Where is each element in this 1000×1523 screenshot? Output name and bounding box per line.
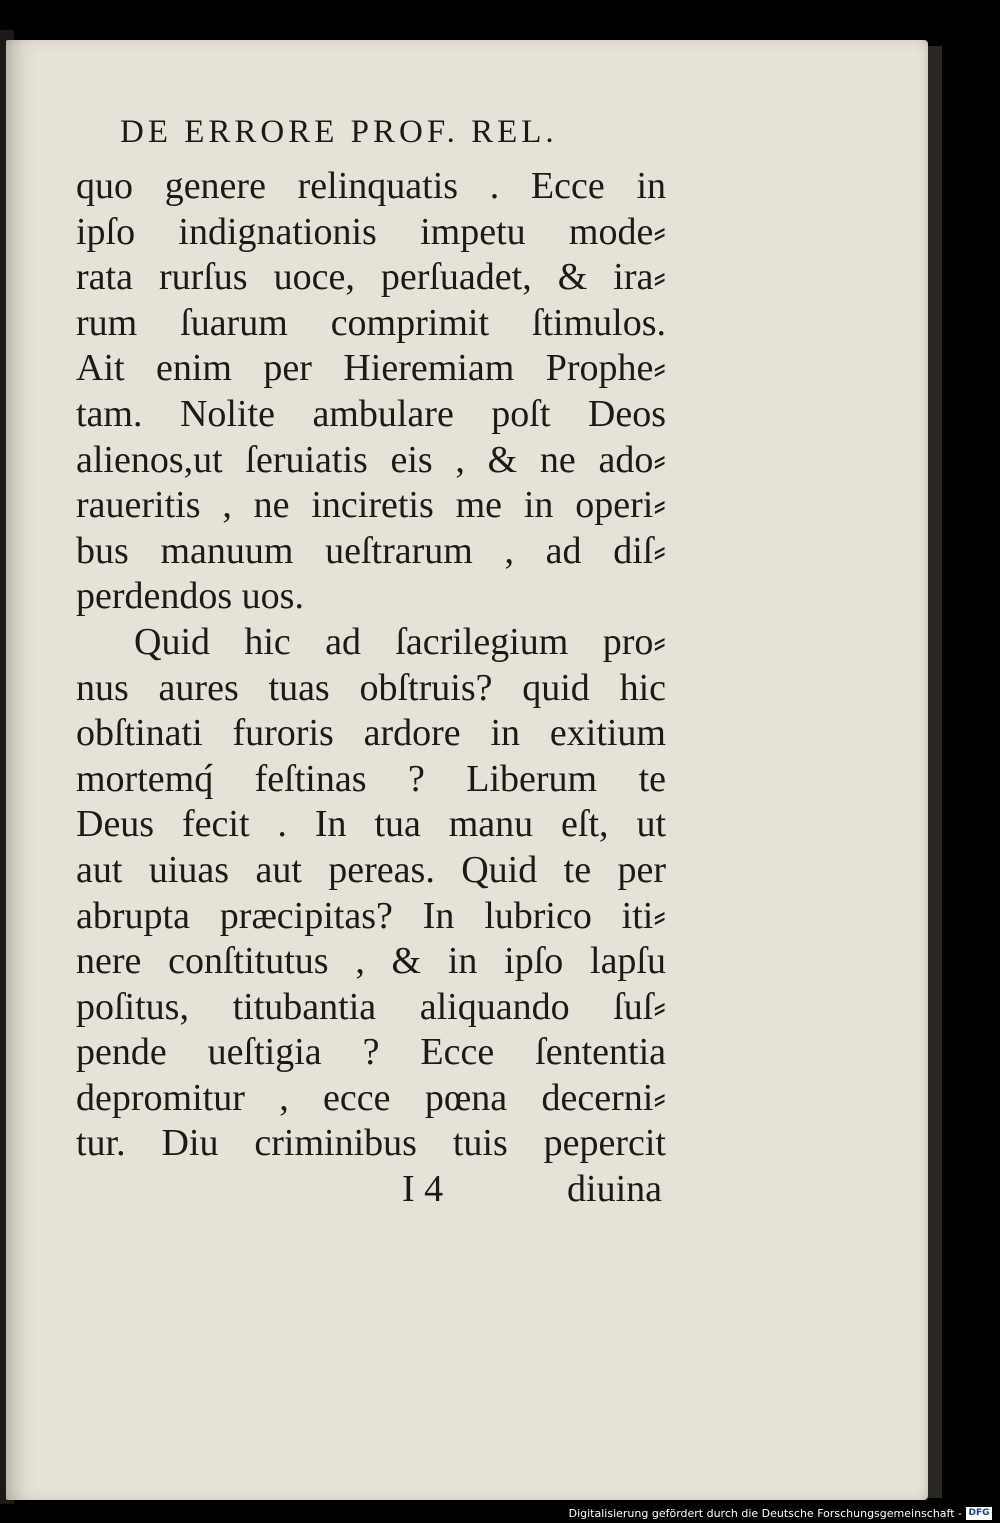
text-line-18: nere conſtitutus , & in ipſo lapſu — [76, 940, 666, 983]
text-line-8: raueritis , ne inciretis me in operi⸗ — [76, 484, 666, 527]
text-line-5: Ait enim per Hieremiam Prophe⸗ — [76, 347, 666, 390]
text-line-6: tam. Nolite ambulare poſt Deos — [76, 392, 666, 435]
text-block — [76, 108, 666, 1213]
text-line-19: poſitus, titubantia aliquando ſuſ⸗ — [76, 985, 666, 1028]
page-shadow-strip — [928, 46, 942, 1498]
text-line-10: perdendos uos. — [76, 575, 304, 618]
text-line-22: tur. Diu criminibus tuis pepercit — [76, 1122, 666, 1165]
text-line-20: pende ueſtigia ? Ecce ſententia — [76, 1031, 666, 1074]
running-head: DE ERRORE PROF. REL. — [120, 114, 558, 150]
catchword: diuina — [567, 1168, 662, 1211]
text-line-4: rum ſuarum comprimit ſtimulos. — [76, 301, 666, 344]
text-line-16: aut uiuas aut pereas. Quid te per — [76, 848, 666, 891]
text-line-21: depromitur , ecce pœna decerni⸗ — [76, 1076, 666, 1119]
text-line-17: abrupta præcipitas? In lubrico iti⸗ — [76, 894, 666, 937]
signature-mark: I 4 — [402, 1168, 444, 1211]
text-line-1: quo genere relinquatis . Ecce in — [76, 165, 666, 207]
text-line-13: obſtinati furoris ardore in exitium — [76, 712, 666, 755]
signature-line — [76, 1167, 666, 1213]
text-line-12: nus aures tuas obſtruis? quid hic — [76, 666, 666, 709]
funding-credit: Digitalisierung gefördert durch die Deutsche Forschungsgemeinschaft - — [568, 1507, 962, 1520]
text-line-14: mortemq́ feſtinas ? Liberum te — [76, 757, 666, 800]
text-line-15: Deus fecit . In tua manu eſt, ut — [76, 803, 666, 846]
text-line-7: alienos,ut ſeruiatis eis , & ne ado⸗ — [76, 438, 666, 481]
text-line-2: ipſo indignationis impetu mode⸗ — [76, 210, 666, 253]
text-line-11: Quid hic ad ſacrilegium pro⸗ — [134, 620, 666, 663]
dfg-logo-icon: DFG — [966, 1507, 992, 1520]
text-line-9: bus manuum ueſtrarum , ad diſ⸗ — [76, 529, 666, 572]
footer-bar — [0, 1504, 1000, 1523]
text-line-3: rata rurſus uoce, perſuadet, & ira⸗ — [76, 256, 666, 299]
